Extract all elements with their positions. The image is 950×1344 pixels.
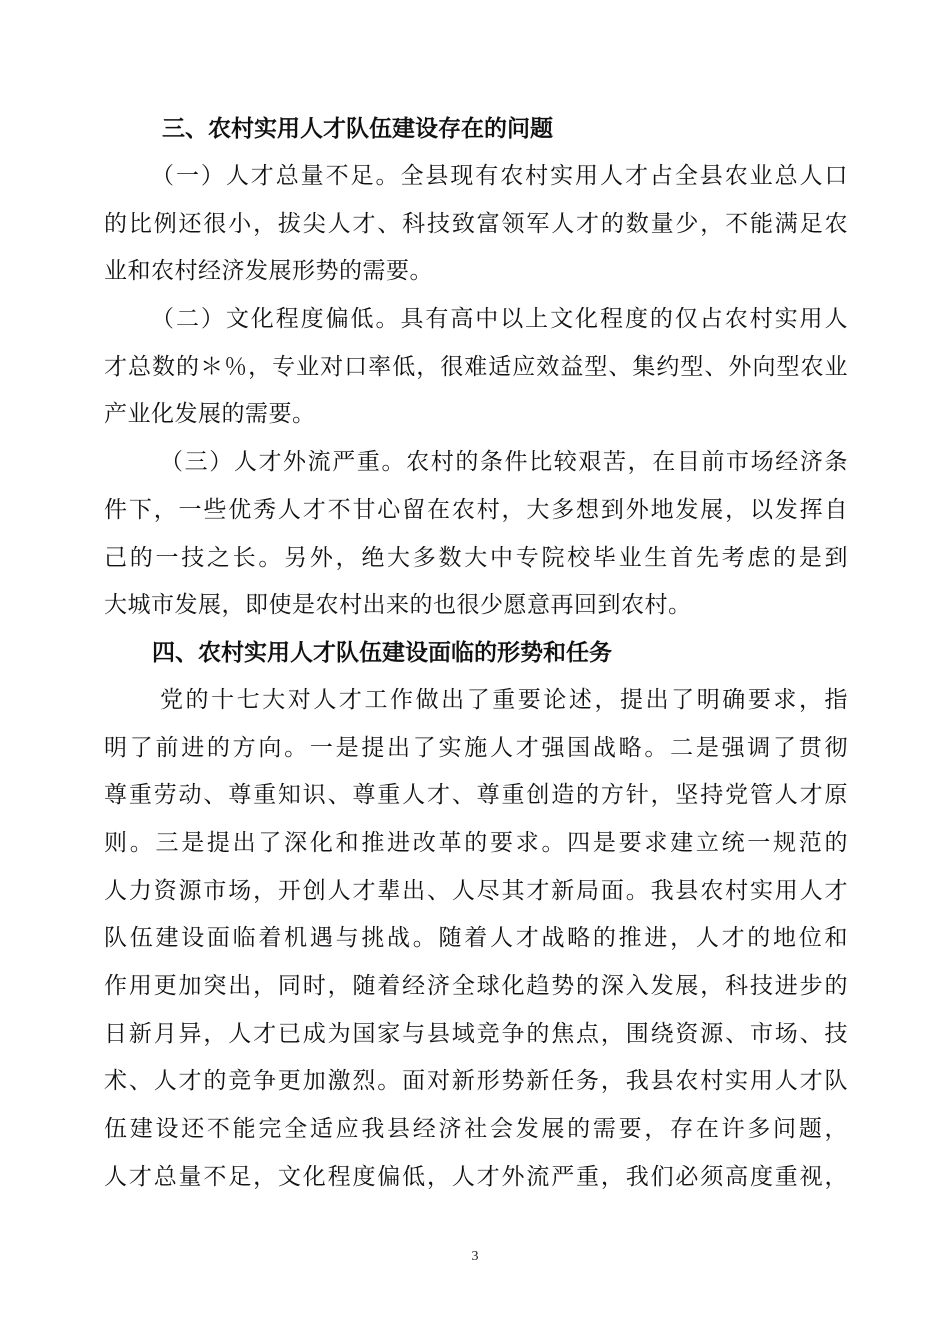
text-line: （二）文化程度偏低。具有高中以上文化程度的仅占农村实用人 [151,306,848,333]
page-number: 3 [471,1249,479,1264]
text-line: 才总数的＊％，专业对口率低，很难适应效益型、集约型、外向型农业 [104,353,848,380]
text-line: 队伍建设面临着机遇与挑战。随着人才战略的推进，人才的地位和 [104,925,848,952]
text-line: 的比例还很小，拔尖人才、科技致富领军人才的数量少，不能满足农 [104,210,848,237]
section-heading-3: 三、农村实用人才队伍建设存在的问题 [162,116,553,142]
text-line: 己的一技之长。另外，绝大多数大中专院校毕业生首先考虑的是到 [104,544,848,571]
paragraph-talent-outflow [104,439,848,630]
text-line: 则。三是提出了深化和推进改革的要求。四是要求建立统一规范的 [104,829,848,856]
text-line: 明了前进的方向。一是提出了实施人才强国战略。二是强调了贯彻 [104,734,848,761]
text-line: 伍建设还不能完全适应我县经济社会发展的需要，存在许多问题， [104,1116,848,1143]
text-line: 人才总量不足，文化程度偏低，人才外流严重，我们必须高度重视， [104,1163,848,1190]
text-line: 件下，一些优秀人才不甘心留在农村，大多想到外地发展，以发挥自 [104,496,848,523]
paragraph-talent-shortage [104,153,848,296]
section-heading-4: 四、农村实用人才队伍建设面临的形势和任务 [152,639,612,666]
text-line: 术、人才的竞争更加激烈。面对新形势新任务，我县农村实用人才队 [104,1068,848,1095]
paragraph-situation-tasks [104,677,848,1202]
text-line: 尊重劳动、尊重知识、尊重人才、尊重创造的方针，坚持党管人才原 [104,782,848,809]
text-line: 党的十七大对人才工作做出了重要论述，提出了明确要求，指 [160,686,848,713]
text-line: 业和农村经济发展形势的需要。 [104,258,433,285]
text-line: 作用更加突出，同时，随着经济全球化趋势的深入发展，科技进步的 [104,973,848,999]
text-line: 人力资源市场，开创人才辈出、人尽其才新局面。我县农村实用人才 [104,877,848,904]
text-line: （三）人才外流严重。农村的条件比较艰苦，在目前市场经济条 [160,449,848,476]
paragraph-low-education [104,296,848,439]
text-line: 产业化发展的需要。 [104,401,316,428]
text-line: （一）人才总量不足。全县现有农村实用人才占全县农业总人口 [151,163,848,189]
text-line: 大城市发展，即使是农村出来的也很少愿意再回到农村。 [104,592,692,619]
body-text [104,106,848,1201]
text-line: 日新月异，人才已成为国家与县域竞争的焦点，围绕资源、市场、技 [104,1020,848,1047]
